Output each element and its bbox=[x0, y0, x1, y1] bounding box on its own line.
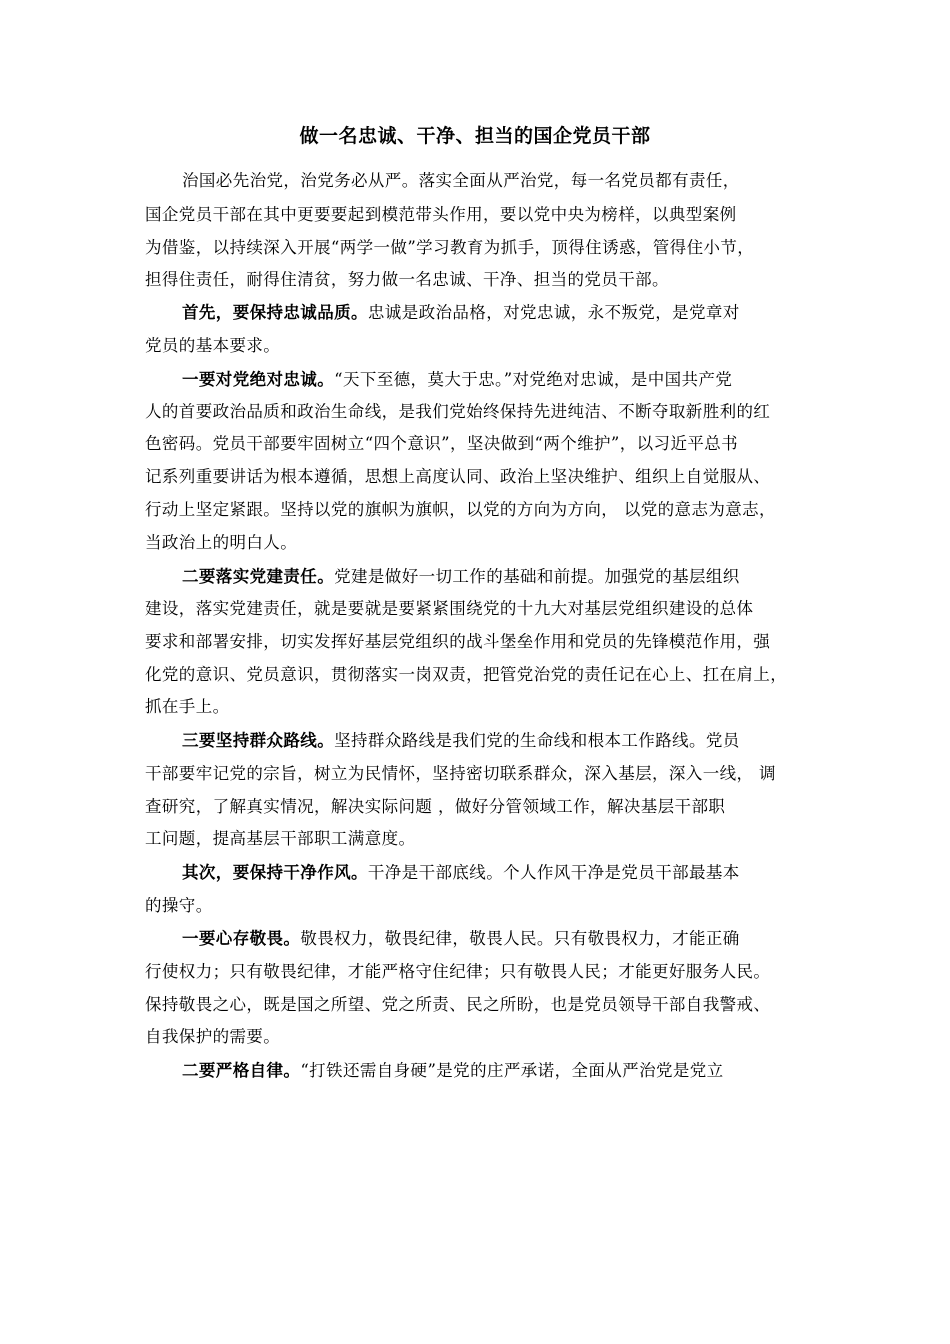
document-title: 做一名忠诚、干净、担当的国企党员干部 bbox=[299, 125, 651, 147]
paragraph-text: 国企党员干部在其中更要要起到模范带头作用，要以党中央为榜样，以典型案例 bbox=[145, 205, 737, 224]
text-line bbox=[182, 923, 740, 955]
paragraph-text: 保持敬畏之心，既是国之所望、党之所责、民之所盼，也是党员领导干部自我警戒、 bbox=[145, 995, 771, 1014]
text-line bbox=[182, 165, 740, 197]
paragraph-text: 党建是做好一切工作的基础和前提。加强党的基层组织 bbox=[334, 567, 740, 586]
text-line bbox=[182, 561, 740, 593]
text-line bbox=[182, 297, 740, 329]
text-line bbox=[145, 659, 787, 691]
text-line bbox=[182, 364, 732, 396]
paragraph-text: 工问题，提高基层干部职工满意度。 bbox=[145, 829, 416, 848]
text-line bbox=[145, 890, 213, 922]
section-heading: 一要心存敬畏。 bbox=[182, 929, 301, 948]
text-line bbox=[145, 989, 770, 1021]
paragraph-text: “天下至德，莫大于忠。”对党绝对忠诚，是中国共产党 bbox=[334, 370, 733, 389]
text-line bbox=[145, 593, 753, 625]
paragraph-text: 要求和部署安排，切实发挥好基层党组织的战斗堡垒作用和党员的先锋模范作用，强 bbox=[145, 632, 771, 651]
text-line bbox=[145, 199, 737, 231]
text-line bbox=[145, 758, 776, 790]
paragraph-text: 抓在手上。 bbox=[145, 697, 230, 716]
text-line bbox=[145, 691, 230, 723]
text-line bbox=[145, 956, 770, 988]
text-line bbox=[145, 823, 415, 855]
paragraph-text: 党员的基本要求。 bbox=[145, 336, 281, 355]
text-line bbox=[145, 494, 776, 526]
paragraph-text: 建设，落实党建责任，就是要就是要紧紧围绕党的十九大对基层党组织建设的总体 bbox=[145, 599, 754, 618]
paragraph-text: 行动上坚定紧跟。坚持以党的旗帜为旗帜，以党的方向为方向， 以党的意志为意志， bbox=[145, 500, 776, 519]
paragraph-text: 化党的意识、党员意识，贯彻落实一岗双责，把管党治党的责任记在心上、扛在肩上， bbox=[145, 665, 788, 684]
text-line bbox=[145, 461, 770, 493]
text-line bbox=[182, 725, 740, 757]
section-heading: 三要坚持群众路线。 bbox=[182, 731, 335, 750]
text-line bbox=[145, 791, 725, 823]
paragraph-text: 记系列重要讲话为根本遵循，思想上高度认同、政治上坚决维护、组织上自觉服从、 bbox=[145, 467, 771, 486]
paragraph-text: 担得住责任，耐得住清贫，努力做一名忠诚、干净、担当的党员干部。 bbox=[145, 270, 669, 289]
text-line bbox=[145, 626, 770, 658]
section-heading: 其次，要保持干净作风。 bbox=[182, 863, 368, 882]
text-line bbox=[145, 264, 669, 296]
paragraph-text: 干部要牢记党的宗旨，树立为民情怀，坚持密切联系群众，深入基层，深入一线， 调 bbox=[145, 764, 776, 783]
paragraph-text: 人的首要政治品质和政治生命线，是我们党始终保持先进纯洁、不断夺取新胜利的红 bbox=[145, 402, 771, 421]
paragraph-text: 治国必先治党，治党务必从严。落实全面从严治党，每一名党员都有责任， bbox=[182, 171, 740, 190]
text-line bbox=[182, 1055, 724, 1087]
paragraph-text: 行使权力；只有敬畏纪律，才能严格守住纪律；只有敬畏人民；才能更好服务人民。 bbox=[145, 962, 771, 981]
text-line bbox=[145, 1021, 280, 1053]
paragraph-text: 忠诚是政治品格，对党忠诚，永不叛党，是党章对 bbox=[367, 303, 740, 322]
text-line bbox=[145, 330, 280, 362]
paragraph-text: 色密码。党员干部要牢固树立“四个意识”，坚决做到“两个维护”，以习近平总书 bbox=[145, 434, 739, 453]
paragraph-text: 为借鉴，以持续深入开展“两学一做”学习教育为抓手，顶得住诱惑，管得住小节， bbox=[145, 238, 755, 257]
paragraph-text: “打铁还需自身硬”是党的庄严承诺，全面从严治党是党立 bbox=[300, 1061, 724, 1080]
text-line bbox=[145, 527, 297, 559]
section-heading: 二要落实党建责任。 bbox=[182, 567, 335, 586]
text-line bbox=[182, 857, 740, 889]
paragraph-text: 敬畏权力，敬畏纪律，敬畏人民。只有敬畏权力，才能正确 bbox=[300, 929, 740, 948]
paragraph-text: 干净是干部底线。个人作风干净是党员干部最基本 bbox=[367, 863, 740, 882]
text-line bbox=[145, 396, 770, 428]
section-heading: 首先，要保持忠诚品质。 bbox=[182, 303, 368, 322]
paragraph-text: 的操守。 bbox=[145, 896, 213, 915]
paragraph-text: 自我保护的需要。 bbox=[145, 1027, 281, 1046]
paragraph-text: 当政治上的明白人。 bbox=[145, 533, 298, 552]
paragraph-text: 坚持群众路线是我们党的生命线和根本工作路线。党员 bbox=[334, 731, 740, 750]
text-line bbox=[145, 232, 754, 264]
section-heading: 二要严格自律。 bbox=[182, 1061, 301, 1080]
section-heading: 一要对党绝对忠诚。 bbox=[182, 370, 335, 389]
text-line bbox=[145, 428, 738, 460]
paragraph-text: 查研究，了解真实情况，解决实际问题 ，做好分管领域工作，解决基层干部职 bbox=[145, 797, 726, 816]
